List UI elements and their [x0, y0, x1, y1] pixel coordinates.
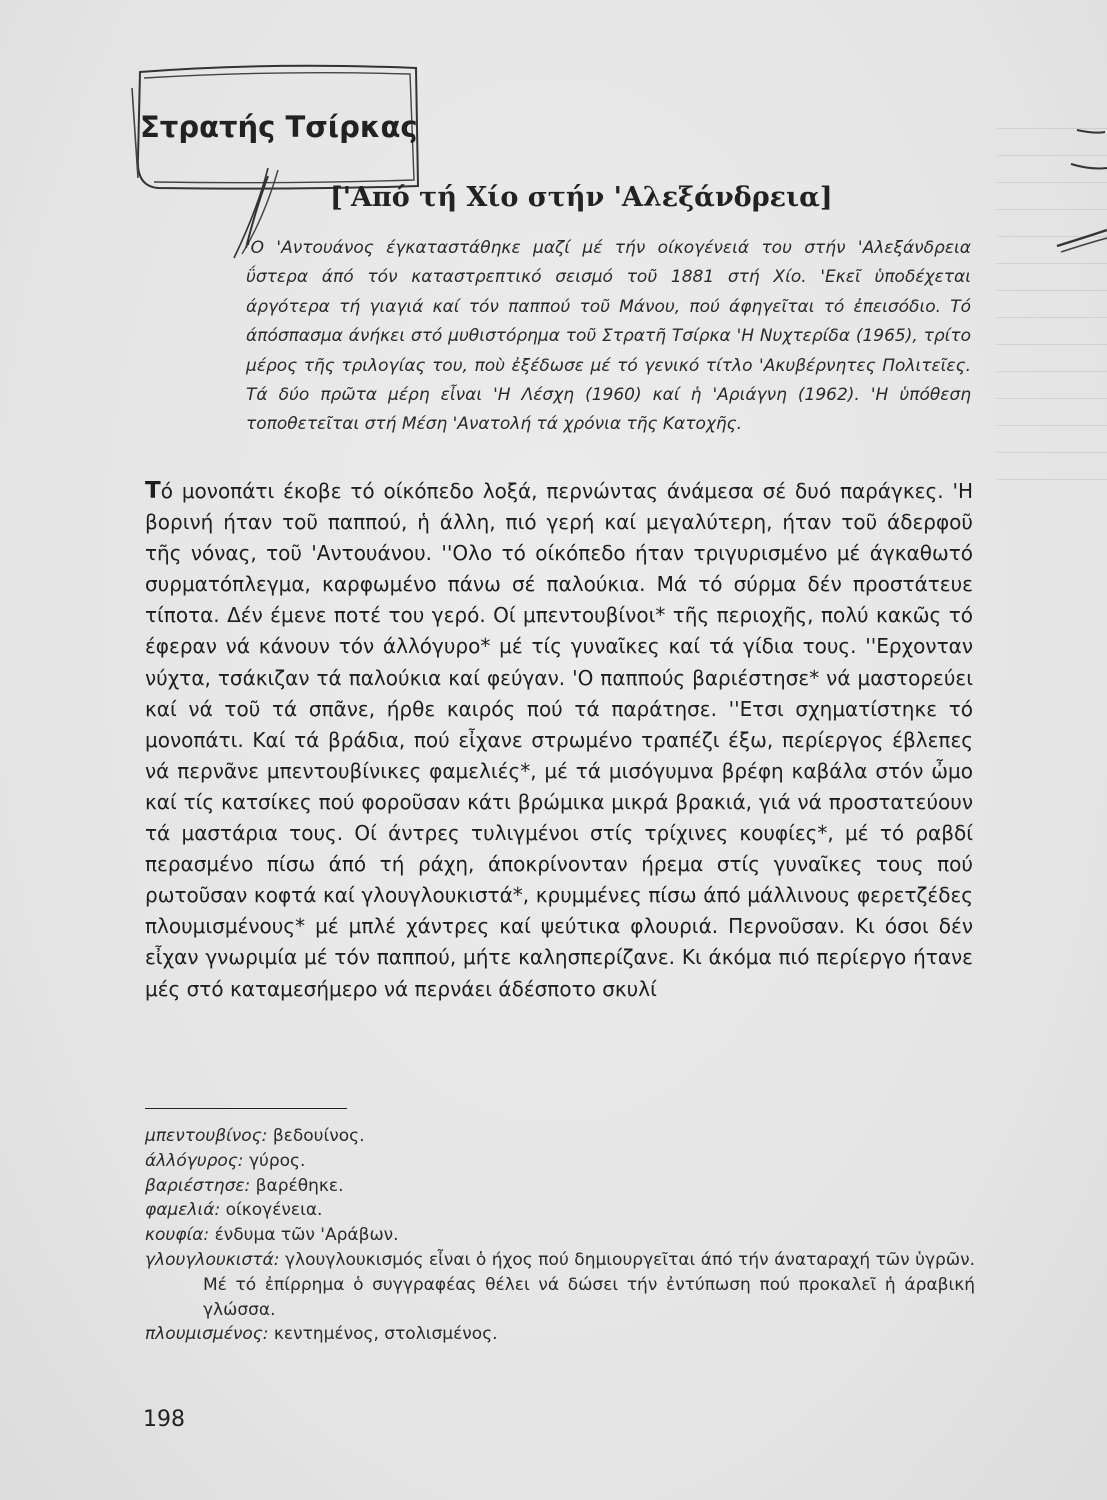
footnote-divider: [145, 1108, 347, 1109]
main-text-body: ό μονοπάτι έκοβε τό οίκόπεδο λοξά, περνώντας άνάμεσα σέ δυό παράγκες. 'Η βορινή ήταν τοῦ παππού, ἡ άλλη, πιό γερή καί μεγαλύτερη, ήταν τοῦ άδερφοῦ τῆς νόνας, τοῦ 'Αντουάνου. ''Ολο τό οίκόπεδο ήταν τριγυρισμένο μέ άγκαθωτό συρματόπλεγμα, καρφωμένο πάνω σέ παλούκια. Μά τό σύρμα δέν προστάτευε τίποτα. Δέν έμενε ποτέ του γερό. Οί μπεντουβίνοι* τῆς περιοχῆς, πολύ κακῶς τό έφεραν νά κάνουν τόν άλλόγυρο* μέ τίς γυναῖκες καί τά γίδια τους. ''Ερχονταν νύχτα, τσάκιζαν τά παλούκια καί φεύγαν. 'Ο παππούς βαριέστησε* νά μαστορεύει καί νά τοῦ τά σπᾶνε, ήρθε καιρός πού τά παράτησε. ''Ετσι σχηματίστηκε τό μονοπάτι. Καί τά βράδια, πού εἶχανε στρωμένο τραπέζι έξω, περίεργος έβλεπες νά περνᾶνε μπεντουβίνικες φαμελιές*, μέ τά μισόγυμνα βρέφη καβάλα στόν ὦμο καί τίς κατσίκες πού φοροῦσαν κάτι βρώμικα μικρά βρακιά, γιά νά προστατεύουν τά μαστάρια τους. Οί άντρες τυλιγμένοι στίς τρίχινες κουφίες*, μέ τό ραβδί περασμένο πίσω άπό τή ράχη, άποκρίνονταν ήρεμα στίς γυναῖκες τους πού ρωτοῦσαν κοφτά καί γλουγλουκιστά*, κρυμμένες πίσω άπό μάλλινους φερετζέδες πλουμισμένους* μέ μπλέ χάντρες καί ψεύτικα φλουριά. Περνοῦσαν. Κι όσοι δέν εἶχαν γνωριμία μέ τόν παππού, μήτε καλησπερίζανε. Κι άκόμα πιό περίεργο ήτανε μές στό καταμεσήμερο νά περνάει άδέσποτο σκυλί: [145, 479, 973, 1001]
note-definition: βαρέθηκε.: [255, 1175, 344, 1196]
note-item: [145, 1149, 975, 1174]
page-number: 198: [143, 1407, 185, 1432]
note-item: [145, 1322, 975, 1347]
intro-paragraph: 'Ο 'Αντουάνος έγκαταστάθηκε μαζί μέ τήν οίκογένειά του στήν 'Αλεξάνδρεια ΰστερα άπό τόν καταστρεπτικό σεισμό τοῦ 1881 στή Χίο. 'Εκεῖ ὑποδέχεται άργότερα τή γιαγιά καί τόν παππού τοῦ Μάνου, πού άφηγεῖται τό ἐπεισόδιο. Τό άπόσπασμα άνήκει στό μυθιστόρημα τοῦ Στρατῆ Τσίρκα 'Η Νυχτερίδα (1965), τρίτο μέρος τῆς τριλογίας του, ποὺ ἐξέδωσε μέ τό γενικό τίτλο 'Ακυβέρνητες Πολιτεῖες. Τά δύο πρῶτα μέρη εἶναι 'Η Λέσχη (1960) καί ἡ 'Αριάγνη (1962). 'Η ὑπόθεση τοποθετεῖται στή Μέση 'Ανατολή τά χρόνια τῆς Κατοχῆς.: [246, 238, 971, 435]
note-term: κουφία:: [145, 1225, 210, 1246]
author-heading-box: [140, 110, 418, 144]
main-text: [145, 476, 973, 1005]
note-term: γλουγλουκιστά:: [145, 1249, 280, 1270]
note-term: μπεντουβίνος:: [145, 1126, 268, 1146]
note-definition: γλουγλουκισμός εἶναι ὁ ήχος πού δημιουργεῖται άπό τήν άναταραχή τῶν ὑγρῶν. Μέ τό ἐπίρρημα ὁ συγγραφέας θέλει νά δώσει τήν ἐντύπωση πού προκαλεῖ ἡ άραβική γλώσσα.: [203, 1249, 975, 1320]
margin-ink-marks: [1047, 120, 1107, 280]
note-item: [145, 1198, 975, 1223]
note-term: πλουμισμένος:: [145, 1324, 269, 1345]
note-definition: οίκογένεια.: [225, 1200, 323, 1221]
note-definition: ένδυμα τῶν 'Αράβων.: [214, 1225, 399, 1246]
note-definition: βεδουίνος.: [272, 1126, 365, 1146]
initial-letter: Τ: [145, 478, 161, 504]
note-item: [145, 1174, 975, 1199]
note-definition: γύρος.: [248, 1150, 306, 1171]
note-item: [145, 1124, 975, 1149]
note-term: φαμελιά:: [145, 1200, 221, 1221]
glossary-notes: [145, 1124, 975, 1347]
note-item: [145, 1223, 975, 1248]
note-item: [145, 1248, 975, 1322]
note-term: βαριέστησε:: [145, 1175, 251, 1196]
note-definition: κεντημένος, στολισμένος.: [273, 1324, 498, 1345]
author-name: Στρατής Τσίρκας: [140, 110, 418, 144]
note-term: άλλόγυρος:: [145, 1150, 244, 1171]
excerpt-title: ['Από τή Χίο στήν 'Αλεξάνδρεια]: [330, 182, 833, 213]
